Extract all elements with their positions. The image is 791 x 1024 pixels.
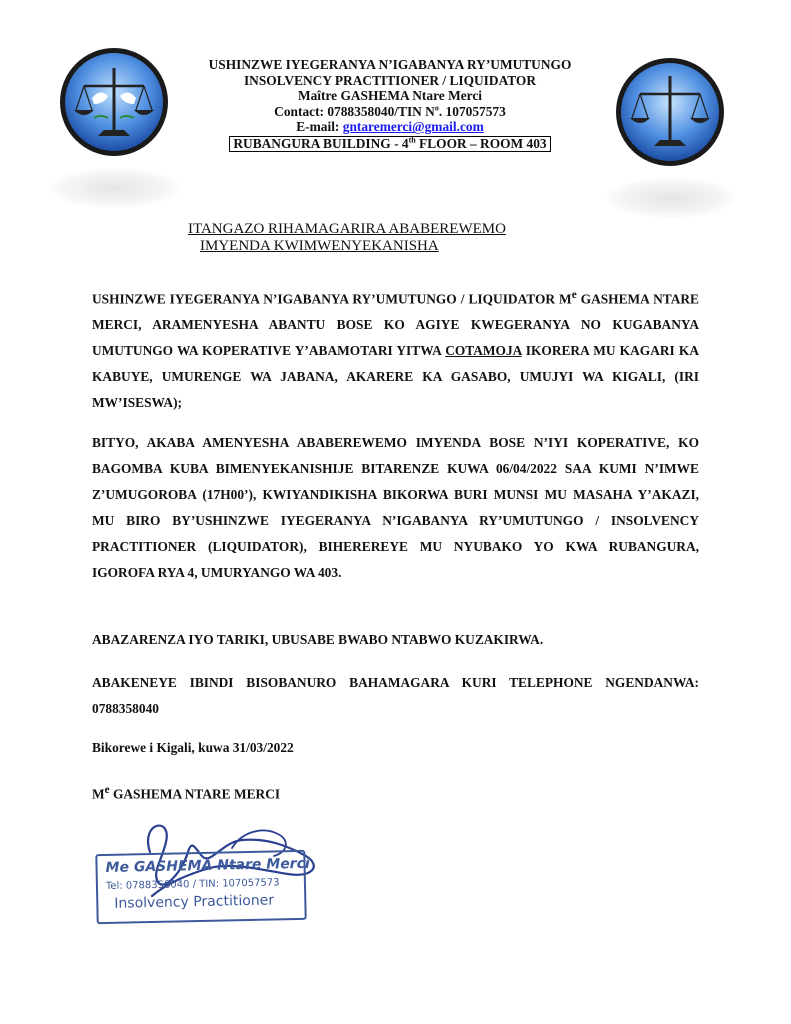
signatory-name: Me GASHEMA NTARE MERCI	[92, 784, 281, 802]
header-practitioner-name: Maître GASHEMA Ntare Merci	[297, 88, 483, 104]
paragraph-announcement: USHINZWE IYEGERANYA N’IGABANYA RY’UMUTUNGO / LIQUIDATOR Me GASHEMA NTARE MERCI, ARAMENYESHA ABANTU BOSE KO AGIYE KWEGERANYA NO KUGABANYA UMUTUNGO WA KOPERATIVE Y’ABAMOTARI YITWA COTAMOJA IKORERA MU KAGARI KA KABUYE, UMURENGE WA JABANA, AKARERE KA GASABO, UMUJYI WA KIGALI, (IRI MW’ISESWA);	[92, 289, 700, 411]
scales-of-justice-logo-icon	[58, 46, 170, 158]
cooperative-name: COTAMOJA	[445, 343, 522, 359]
stamp-contact: Tel: 0788358040 / TIN: 107057573	[105, 877, 280, 892]
notice-title-line-1: ITANGAZO RIHAMAGARIRA ABABEREWEMO	[188, 221, 506, 237]
header-contact: Contact: 0788358040/TIN $N^o$. 107057573	[274, 103, 506, 119]
official-stamp	[95, 850, 310, 924]
notice-title-line-2: IMYENDA KWIMWENYEKANISHA	[200, 238, 439, 254]
stamp-title: Insolvency Practitioner	[114, 892, 275, 912]
email-link[interactable]: gntaremerci@gmail.com	[342, 119, 484, 135]
paragraph-contact-info: ABAKENEYE IBINDI BISOBANURO BAHAMAGARA KURI TELEPHONE NGENDANWA: 0788358040	[92, 675, 699, 716]
header-email: E-mail: gntaremerci@gmail.com	[296, 119, 484, 135]
scales-of-justice-logo-icon	[614, 56, 726, 168]
logo-shadow	[606, 178, 736, 218]
paragraph-creditors-deadline: BITYO, AKABA AMENYESHA ABABEREWEMO IMYENDA BOSE N’IYI KOPERATIVE, KO BAGOMBA KUBA BIMENYEKANISHIJE BITARENZE KUWA 06/04/2022 SAA KUMI N’IMWE Z’UMUGOROBA (17H00’), KWIYANDIKISHA BIKORWA BURI MUNSI MU MASAHA Y’AKAZI, MU BIRO BY’USHINZWE IYEGERANYA N’IGABANYA RY’UMUTUNGO / INSOLVENCY PRACTITIONER (LIQUIDATOR), BIHEREREYE MU NYUBAKO YO KWA RUBANGURA, IGOROFA RYA 4, UMURYANGO WA 403.	[92, 435, 699, 580]
header-role: INSOLVENCY PRACTITIONER / LIQUIDATOR	[243, 72, 537, 88]
notice-title	[188, 221, 506, 255]
paragraph-late-claims: ABAZARENZA IYO TARIKI, UBUSABE BWABO NTABWO KUZAKIRWA.	[92, 632, 544, 647]
header-office-name: USHINZWE IYEGERANYA N’IGABANYA RY’UMUTUNGO	[208, 57, 572, 72]
date-place-line: Bikorewe i Kigali, kuwa 31/03/2022	[92, 740, 294, 755]
letterhead	[160, 57, 620, 152]
stamp-name: Me GASHEMA Ntare Merci	[105, 855, 310, 876]
logo-shadow	[50, 168, 180, 208]
header-address: RUBANGURA BUILDING - 4th FLOOR – ROOM 403	[229, 136, 550, 152]
